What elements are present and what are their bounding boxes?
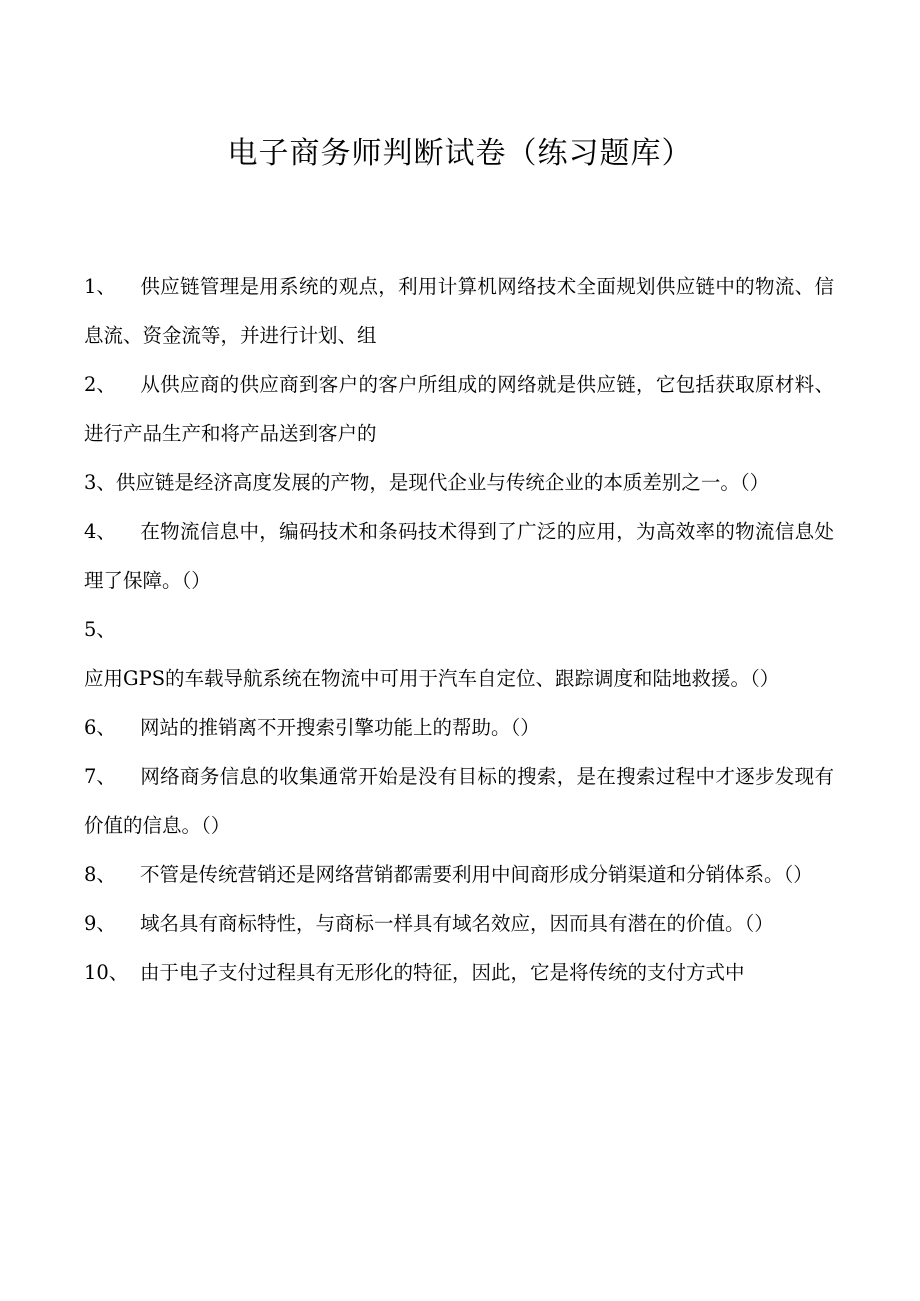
question-text: 域名具有商标特性，与商标一样具有域名效应，因而具有潜在的价值。（） xyxy=(140,912,774,935)
question-number: 7、 xyxy=(84,765,116,788)
question-item xyxy=(84,948,834,997)
question-number: 3、 xyxy=(84,471,116,494)
question-item xyxy=(84,507,834,605)
question-text: 网站的推销离不开搜索引擎功能上的帮助。（） xyxy=(140,716,540,739)
question-item xyxy=(84,850,834,899)
question-number: 8、 xyxy=(84,863,116,886)
question-number: 9、 xyxy=(84,912,116,935)
question-text: 供应链是经济高度发展的产物，是现代企业与传统企业的本质差别之一。（） xyxy=(115,471,770,494)
question-number: 2、 xyxy=(84,373,116,396)
page-title: 电子商务师判断试卷（练习题库） xyxy=(227,136,693,171)
question-text: 从供应商的供应商到客户的客户所组成的网络就是供应链，它包括获取原材料、进行产品生产和将产品送到客户的 xyxy=(84,373,834,445)
question-number: 6、 xyxy=(84,716,116,739)
question-text: 应用GPS的车载导航系统在物流中可用于汽车自定位、跟踪调度和陆地救援。（） xyxy=(84,667,780,690)
question-number: 5、 xyxy=(84,618,116,641)
question-item xyxy=(84,360,834,458)
question-item xyxy=(84,458,834,507)
question-number: 1、 xyxy=(84,275,116,298)
question-list xyxy=(84,262,834,997)
question-item xyxy=(84,605,834,703)
question-item xyxy=(84,262,834,360)
question-text: 在物流信息中，编码技术和条码技术得到了广泛的应用，为高效率的物流信息处理了保障。（） xyxy=(84,520,834,592)
question-item xyxy=(84,752,834,850)
question-item xyxy=(84,703,834,752)
question-text: 由于电子支付过程具有无形化的特征，因此，它是将传统的支付方式中 xyxy=(140,961,745,984)
question-number: 10、 xyxy=(84,961,129,984)
question-number: 4、 xyxy=(84,520,116,543)
question-item xyxy=(84,899,834,948)
question-text: 不管是传统营销还是网络营销都需要利用中间商形成分销渠道和分销体系。（） xyxy=(140,863,813,886)
question-text: 供应链管理是用系统的观点，利用计算机网络技术全面规划供应链中的物流、信息流、资金流等，并进行计划、组 xyxy=(84,275,834,347)
question-text: 网络商务信息的收集通常开始是没有目标的搜索，是在搜索过程中才逐步发现有价值的信息。（） xyxy=(84,765,834,837)
